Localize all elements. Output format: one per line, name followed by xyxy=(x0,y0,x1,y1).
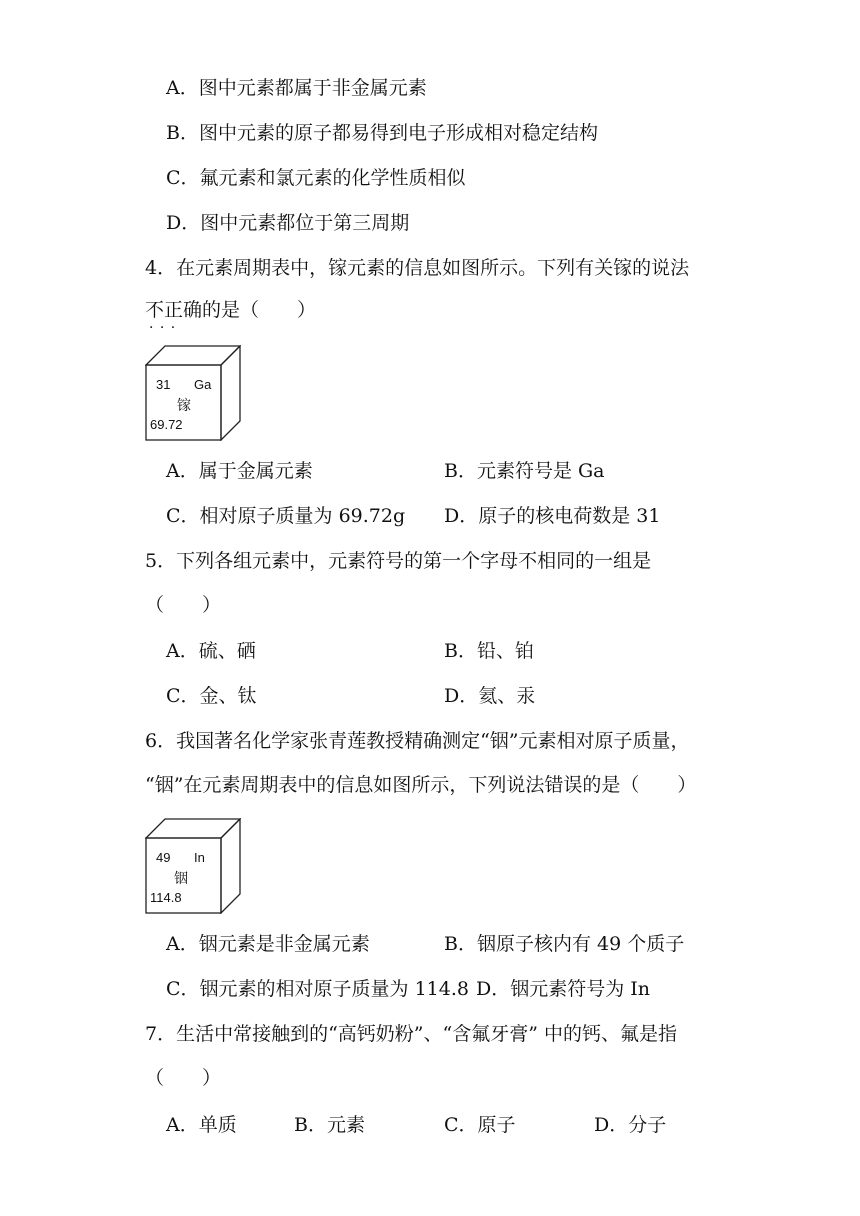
indium-element-tile xyxy=(145,818,241,914)
atomic-mass: 69.72 xyxy=(150,417,183,432)
q7-option-c: C．原子 xyxy=(444,1114,516,1136)
q4-option-b: B．元素符号是 Ga xyxy=(444,460,605,482)
q3-option-d: D．图中元素都位于第三周期 xyxy=(166,212,410,234)
q3-option-c: C．氟元素和氯元素的化学性质相似 xyxy=(166,167,466,189)
q5-option-a: A．硫、硒 xyxy=(166,640,256,662)
q7-stem-line2: （ ） xyxy=(145,1067,222,1089)
q5-stem-line1: 5．下列各组元素中，元素符号的第一个字母不相同的一组是 xyxy=(145,550,652,572)
q4-stem-line2 xyxy=(145,298,316,322)
q4-option-c: C．相对原子质量为 69.72g xyxy=(166,505,406,527)
q7-option-b: B．元素 xyxy=(294,1114,365,1136)
q6-option-b: B．铟原子核内有 49 个质子 xyxy=(444,933,685,955)
q7-option-d: D．分子 xyxy=(594,1114,667,1136)
q4-emphasis-text: 不正确 · · · xyxy=(145,298,202,322)
q6-stem-line1: 6．我国著名化学家张青莲教授精确测定“铟”元素相对原子质量， xyxy=(145,730,690,752)
q7-option-a: A．单质 xyxy=(166,1114,237,1136)
q6-stem-line2: “铟”在元素周期表中的信息如图所示，下列说法错误的是（ ） xyxy=(145,774,697,796)
q4-option-a: A．属于金属元素 xyxy=(166,460,313,482)
element-symbol: Ga xyxy=(194,377,212,392)
q5-option-d: D．氦、汞 xyxy=(444,685,536,707)
q6-option-a: A．铟元素是非金属元素 xyxy=(166,933,370,955)
q4-stem-line1: 4．在元素周期表中，镓元素的信息如图所示。下列有关镓的说法 xyxy=(145,257,690,279)
q5-stem-line2: （ ） xyxy=(145,594,222,616)
q3-option-b: B．图中元素的原子都易得到电子形成相对稳定结构 xyxy=(166,122,598,144)
q6-option-d: D．铟元素符号为 In xyxy=(476,978,651,1000)
q5-option-c: C．金、钛 xyxy=(166,685,257,707)
q4-option-d: D．原子的核电荷数是 31 xyxy=(444,505,661,527)
q4-stem-rest: 的是（ ） xyxy=(202,299,317,321)
gallium-element-tile xyxy=(145,345,241,441)
atomic-number: 49 xyxy=(156,850,171,865)
q6-option-c: C．铟元素的相对原子质量为 114.8 xyxy=(166,978,469,1000)
atomic-number: 31 xyxy=(156,377,171,392)
q3-option-a: A．图中元素都属于非金属元素 xyxy=(166,77,427,99)
element-name: 铟 xyxy=(174,871,188,887)
q5-option-b: B．铅、铂 xyxy=(444,640,534,662)
element-symbol: In xyxy=(194,850,205,865)
atomic-mass: 114.8 xyxy=(150,890,182,905)
q7-stem-line1: 7．生活中常接触到的“高钙奶粉”、“含氟牙膏” 中的钙、氟是指 xyxy=(145,1023,677,1045)
element-name: 镓 xyxy=(177,398,191,414)
